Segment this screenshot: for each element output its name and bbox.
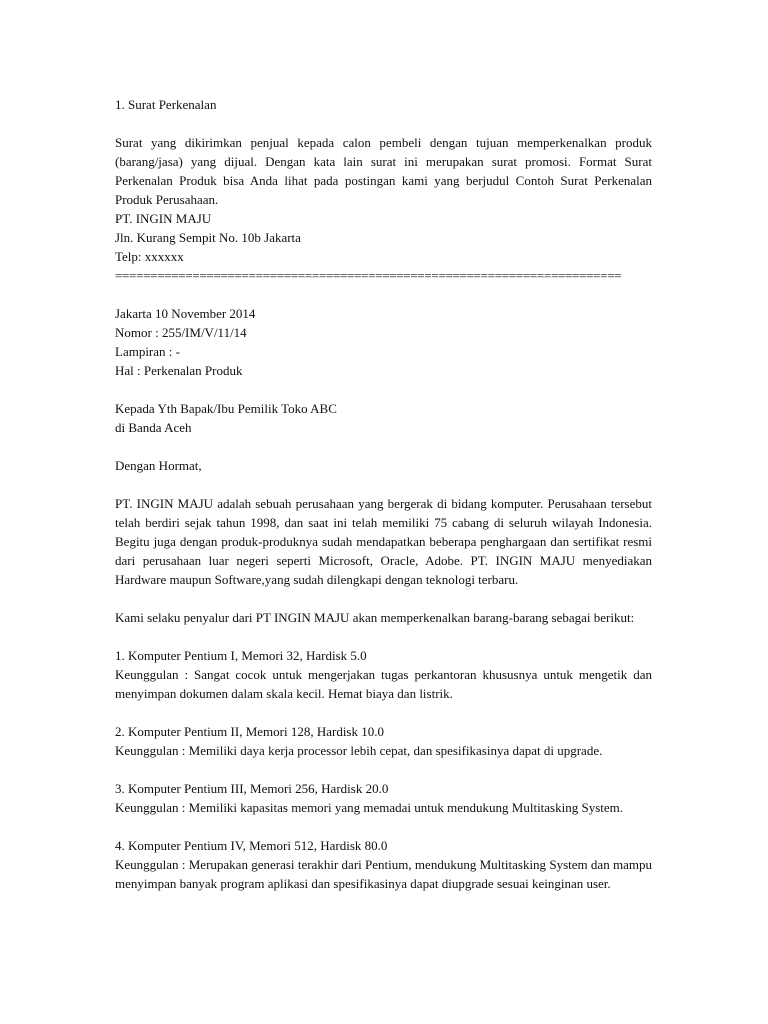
intro-paragraph: Surat yang dikirimkan penjual kepada calon pembeli dengan tujuan memperkenalkan produk (barang/jasa) yang dijual. Dengan kata lain surat ini merupakan surat promosi. Format Surat Perkenalan Produk bisa Anda lihat pada postingan kami yang berjudul Contoh Surat Perkenalan Produk Perusahaan. <box>115 135 652 207</box>
spacer <box>115 589 652 608</box>
body-paragraph-2: Kami selaku penyalur dari PT INGIN MAJU akan memperkenalkan barang-barang sebagai berikut: <box>115 610 635 625</box>
recipient-line-2: di Banda Aceh <box>115 420 192 435</box>
product-advantage: Keunggulan : Memiliki kapasitas memori yang memadai untuk mendukung Multitasking System. <box>115 800 624 815</box>
recipient-line-1: Kepada Yth Bapak/Ibu Pemilik Toko ABC <box>115 401 337 416</box>
spacer <box>115 817 652 836</box>
spacer <box>115 285 652 304</box>
body-paragraph-1: PT. INGIN MAJU adalah sebuah perusahaan yang bergerak di bidang komputer. Perusahaan tersebut telah berdiri sejak tahun 1998, dan saat ini telah memiliki 75 cabang di seluruh wilayah Indonesia. Begitu juga dengan produk-produknya sudah mendapatkan beberapa penghargaan dan sertifikat resmi dari perusahaan luar negeri seperti Microsoft, Oracle, Adobe. PT. INGIN MAJU menyediakan Hardware maupun Software,yang sudah dilengkapi dengan teknologi terbaru. <box>115 496 652 587</box>
product-advantage: Keunggulan : Sangat cocok untuk mengerjakan tugas perkantoran khususnya untuk mengetik dan menyimpan dokumen dalam skala kecil. Hemat biaya dan listrik. <box>115 667 652 701</box>
spacer <box>115 475 652 494</box>
product-title: 2. Komputer Pentium II, Memori 128, Hardisk 10.0 <box>115 724 384 739</box>
letterhead-company: PT. INGIN MAJU <box>115 211 212 226</box>
spacer <box>115 703 652 722</box>
spacer <box>115 627 652 646</box>
letter-number: Nomor : 255/IM/V/11/14 <box>115 325 247 340</box>
spacer <box>115 437 652 456</box>
spacer <box>115 114 652 133</box>
letter-subject: Hal : Perkenalan Produk <box>115 363 243 378</box>
letter-date: Jakarta 10 November 2014 <box>115 306 256 321</box>
letterhead-address: Jln. Kurang Sempit No. 10b Jakarta <box>115 230 301 245</box>
document-heading: 1. Surat Perkenalan <box>115 97 217 112</box>
product-advantage: Keunggulan : Merupakan generasi terakhir dari Pentium, mendukung Multitasking System dan mampu menyimpan banyak program aplikasi dan spesifikasinya dapat diupgrade sesuai keinginan user. <box>115 857 652 891</box>
product-advantage: Keunggulan : Memiliki daya kerja processor lebih cepat, dan spesifikasinya dapat di upgrade. <box>115 743 603 758</box>
letterhead-separator: ======================================================================== <box>115 268 622 283</box>
letterhead-phone: Telp: xxxxxx <box>115 249 184 264</box>
salutation: Dengan Hormat, <box>115 458 202 473</box>
product-title: 3. Komputer Pentium III, Memori 256, Hardisk 20.0 <box>115 781 389 796</box>
spacer <box>115 380 652 399</box>
product-title: 4. Komputer Pentium IV, Memori 512, Hardisk 80.0 <box>115 838 388 853</box>
letter-attachment: Lampiran : - <box>115 344 180 359</box>
spacer <box>115 760 652 779</box>
document-page <box>115 95 652 893</box>
product-title: 1. Komputer Pentium I, Memori 32, Hardisk 5.0 <box>115 648 367 663</box>
